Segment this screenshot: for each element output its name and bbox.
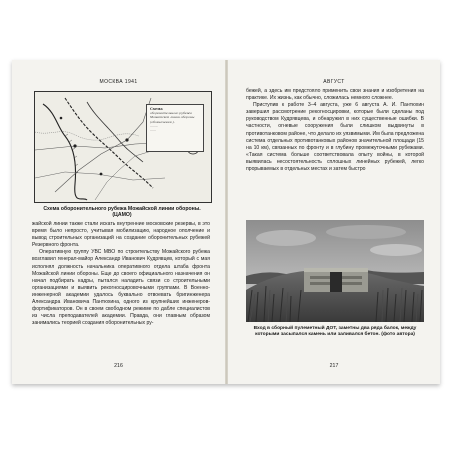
paragraph: жайской линии также стали искать внутренние московские резервы, в это время было непросто, учитывая мобилизацию, народное ополчение и вывод строительных организаций на создание оборонительных рубежей Резервного фронта.	[32, 221, 210, 249]
book-spread	[12, 60, 440, 384]
right-page	[228, 60, 440, 384]
right-body-text	[246, 88, 424, 173]
bunker-photo	[246, 220, 424, 322]
figure-caption: Схема оборонительного рубежа Можайской линии обороны. (ЦАМО)	[43, 206, 201, 218]
paragraph: бежей, а здесь им предстояло применить свои знания и изобретения на практике. Их жизнь, как обычно, сложилась немного сложнее.	[246, 88, 424, 102]
paragraph: Приступив к работе 3–4 августа, уже 6 августа А. И. Пантюхин завершил рассмотрение рекогносцировки, которые были сделаны под руководством Кудрявцева, и обнаружил в них существенные ошибки. В частности, огневые сооружения были слишком выдвинуты в противотанковом районе, что делало их уязвимыми. Им была предложена система отдельных противотанковых районов значительной площади (15 на 10 км), связанных по фронту и в глубину промежуточными рубежами. «Такая система больше соответствовала опыту войны, в которой выявилась несостоятельность сплошных линейных рубежей, легко прорываемых в отдельных местах и затем быстро	[246, 102, 424, 173]
left-body-text	[32, 221, 210, 327]
left-page	[12, 60, 225, 384]
map-legend-line: оборонительного рубежа	[150, 111, 192, 116]
left-page-number: 216	[114, 363, 123, 369]
right-running-head: АВГУСТ	[323, 79, 345, 85]
map-legend-line: ......	[150, 128, 156, 133]
bunker-photo-image	[246, 220, 424, 322]
paragraph: Оперативную группу УВС МВО по строительству Можайского рубежа возглавил генерал-майор Александр Иванович Кудрявцев, который с мая исполнял должность начальника оперативного отдела штаба фронта Можайской линии обороны. Еще до своего официального назначения он начал подбирать кадры, пытался наладить связи со строительными организациями и выявить рекогносцировочными группами. В Военно-инженерной академии удалось буквально отвоевать бригинженера Александра Ивановича Пантюхина, одного из крупнейших инженеров-фортификаторов. Он в своем свободном режиме по дабле специалистов из числа преподавателей академии. Правда, они главным образом занимались теорией создания оборонительных ру-	[32, 249, 210, 327]
map-legend-line: Можайской линии обороны	[150, 115, 195, 120]
map-figure	[34, 91, 212, 203]
map-legend-title: Схема	[150, 107, 163, 111]
map-legend-line: ........	[150, 123, 158, 128]
map-legend-line: (обозначения ),	[150, 119, 175, 124]
left-running-head: МОСКВА 1941	[99, 79, 138, 85]
right-page-number: 217	[329, 363, 339, 369]
map-legend	[146, 104, 204, 152]
photo-caption: Вход в сборный пулеметный ДОТ, заметны два ряда балок, между которыми засыпался камень или заливался бетон. (фото автора)	[253, 326, 417, 337]
